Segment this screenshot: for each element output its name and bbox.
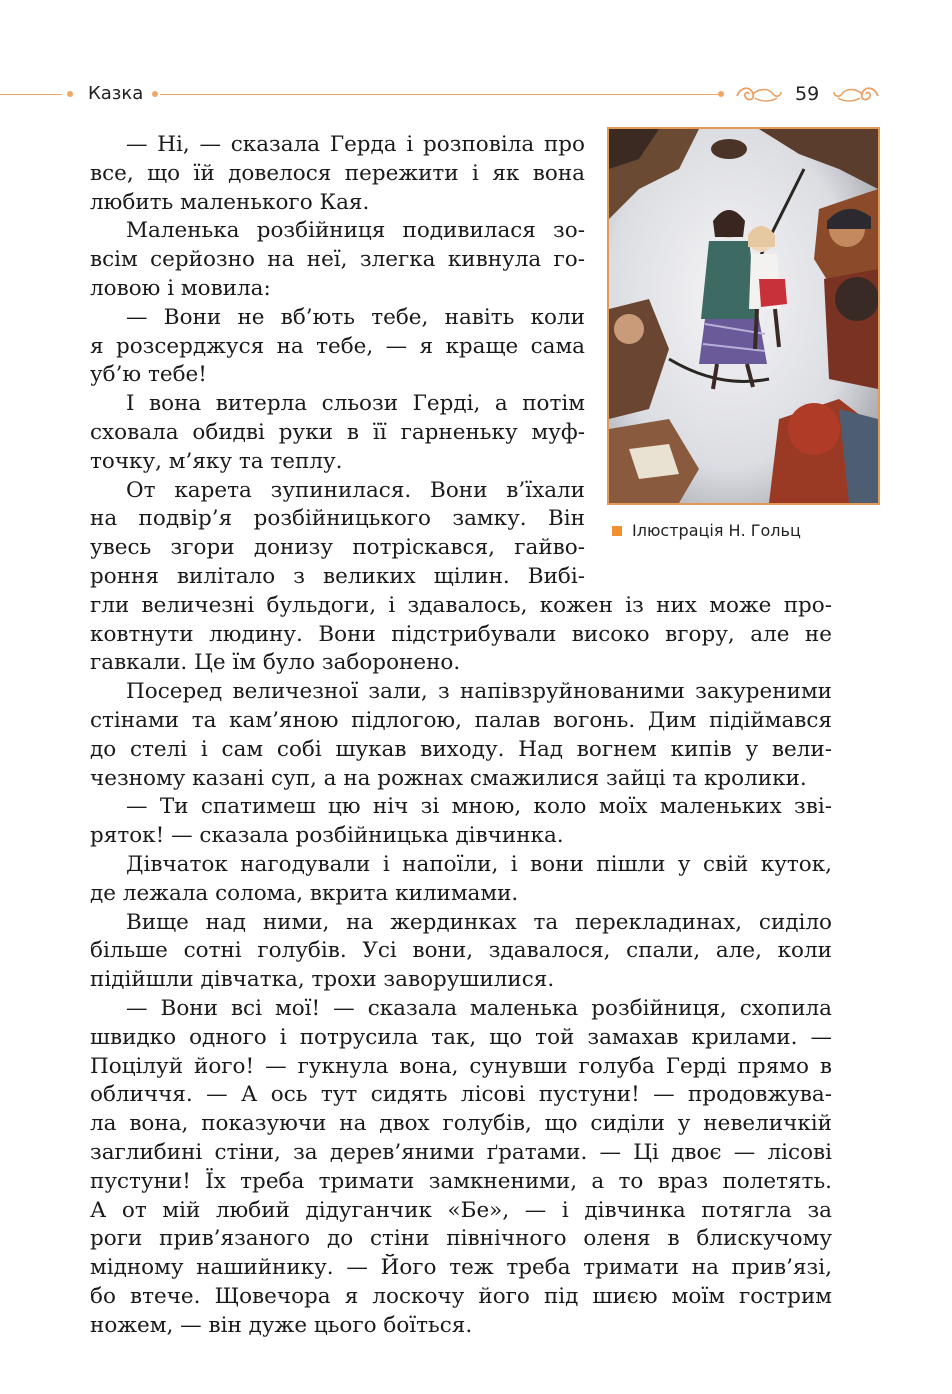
text-line: Посеред величезної зали, з напівзруйнованими закуреними [126,679,832,705]
story-illustration [607,127,880,505]
header-rule-center [160,94,720,95]
text-line: стінами та кам’яною підлогою, палав вогонь. Дим підіймався [90,708,832,733]
page-header [0,80,952,110]
text-line: От карета зупинилася. Вони в’їхали [126,477,585,503]
text-line: сховала обидві руки в її гарненьку муф- [90,420,585,445]
text-line: до стелі і сам собі шукав виходу. Над вогнем кипів у вели- [90,736,832,762]
text-line: ковтнути людину. Вони підстрибували високо вгору, але не [90,621,832,647]
text-line: ряток! — сказала розбійницька дівчинка. [90,823,564,849]
text-line: увесь згори донизу потріскався, гайво- [90,535,585,561]
text-line: підійшли дівчатка, трохи заворушилися. [90,967,555,993]
text-line: більше сотні голубів. Усі вони, здавалося, спали, але, коли [90,938,832,964]
text-line: де лежала солома, вкрита килимами. [90,880,519,906]
caption-bullet-icon [612,526,622,536]
text-line: — Ні, — сказала Герда і розповіла про [126,132,585,157]
text-line: любить маленького Кая. [90,189,370,215]
text-line: обличчя. — А ось тут сидять лісові пустуни! — продовжува- [90,1082,832,1108]
header-dot-left [67,91,73,97]
text-line: швидко одного і потрусила так, що той замахав крилами. — [90,1024,832,1050]
illustration-caption [612,521,801,540]
text-line: І вона витерла сльози Герді, а потім [126,391,585,417]
caption-text: Ілюстрація Н. Гольц [632,521,801,540]
text-line: роння вилітало з великих щілин. Вибі- [90,564,585,589]
text-line: гавкали. Це їм було заборонено. [90,650,461,676]
text-line: мідному нашийнику. — Його теж треба тримати на прив’язі, [90,1255,832,1281]
text-line: Вище над ними, на жердинках та перекладинах, сиділо [126,909,832,935]
text-line: ла вона, показуючи на двох голубів, що сиділи у невеличкій [90,1111,832,1137]
text-line: гли величезні бульдоги, і здавалось, кожен із них може про- [90,592,832,618]
text-line: на подвір’я розбійницького замку. Він [90,506,585,532]
text-line: А от мій любий дідуганчик «Бе», — і дівчинка потягла за [90,1197,832,1223]
text-line: все, що їй довелося пережити і як вона [90,160,585,186]
header-rule-left [0,94,62,95]
ornament-left-icon [733,82,783,106]
text-line: Дівчаток нагодували і напоїли, і вони пішли у свій куток, [126,852,832,877]
illustration-image [609,129,878,503]
text-line: уб’ю тебе! [90,362,207,388]
text-line: роги прив’язаного до стіни північного оленя в блискучому [90,1226,832,1252]
text-line: Поцілуй його! — гукнула вона, сунувши голуба Герді прямо в [90,1053,832,1079]
text-line: всім серйозно на неї, злегка кивнула го- [90,247,585,273]
header-dot-right [718,91,724,97]
section-title: Казка [88,83,144,104]
ornament-right-icon [832,82,882,106]
text-line: чезному казані суп, а на рожнах смажилися зайці та кролики. [90,765,807,791]
header-dot-mid [152,91,158,97]
text-line: пустуни! Їх треба тримати замкненими, а то враз полетять. [90,1168,832,1194]
text-line: заглибині стіни, за дерев’яними ґратами. — Ці двоє — лісові [90,1140,832,1165]
text-line: — Ти спатимеш цю ніч зі мною, коло моїх маленьких зві- [126,794,832,820]
text-line: Маленька розбійниця подивилася зо- [126,218,585,244]
text-line: — Вони не вб’ють тебе, навіть коли [126,304,585,330]
text-line: точку, м’яку та теплу. [90,448,343,474]
page-number: 59 [795,83,820,105]
text-line: бо втече. Щовечора я лоскочу його під шиєю моїм гострим [90,1284,832,1309]
text-line: я розсерджуся на тебе, — я краще сама [90,333,585,359]
text-line: — Вони всі мої! — сказала маленька розбійниця, схопила [126,996,832,1021]
text-line: ловою і мовила: [90,276,271,301]
text-line: ножем, — він дуже цього боїться. [90,1312,473,1338]
